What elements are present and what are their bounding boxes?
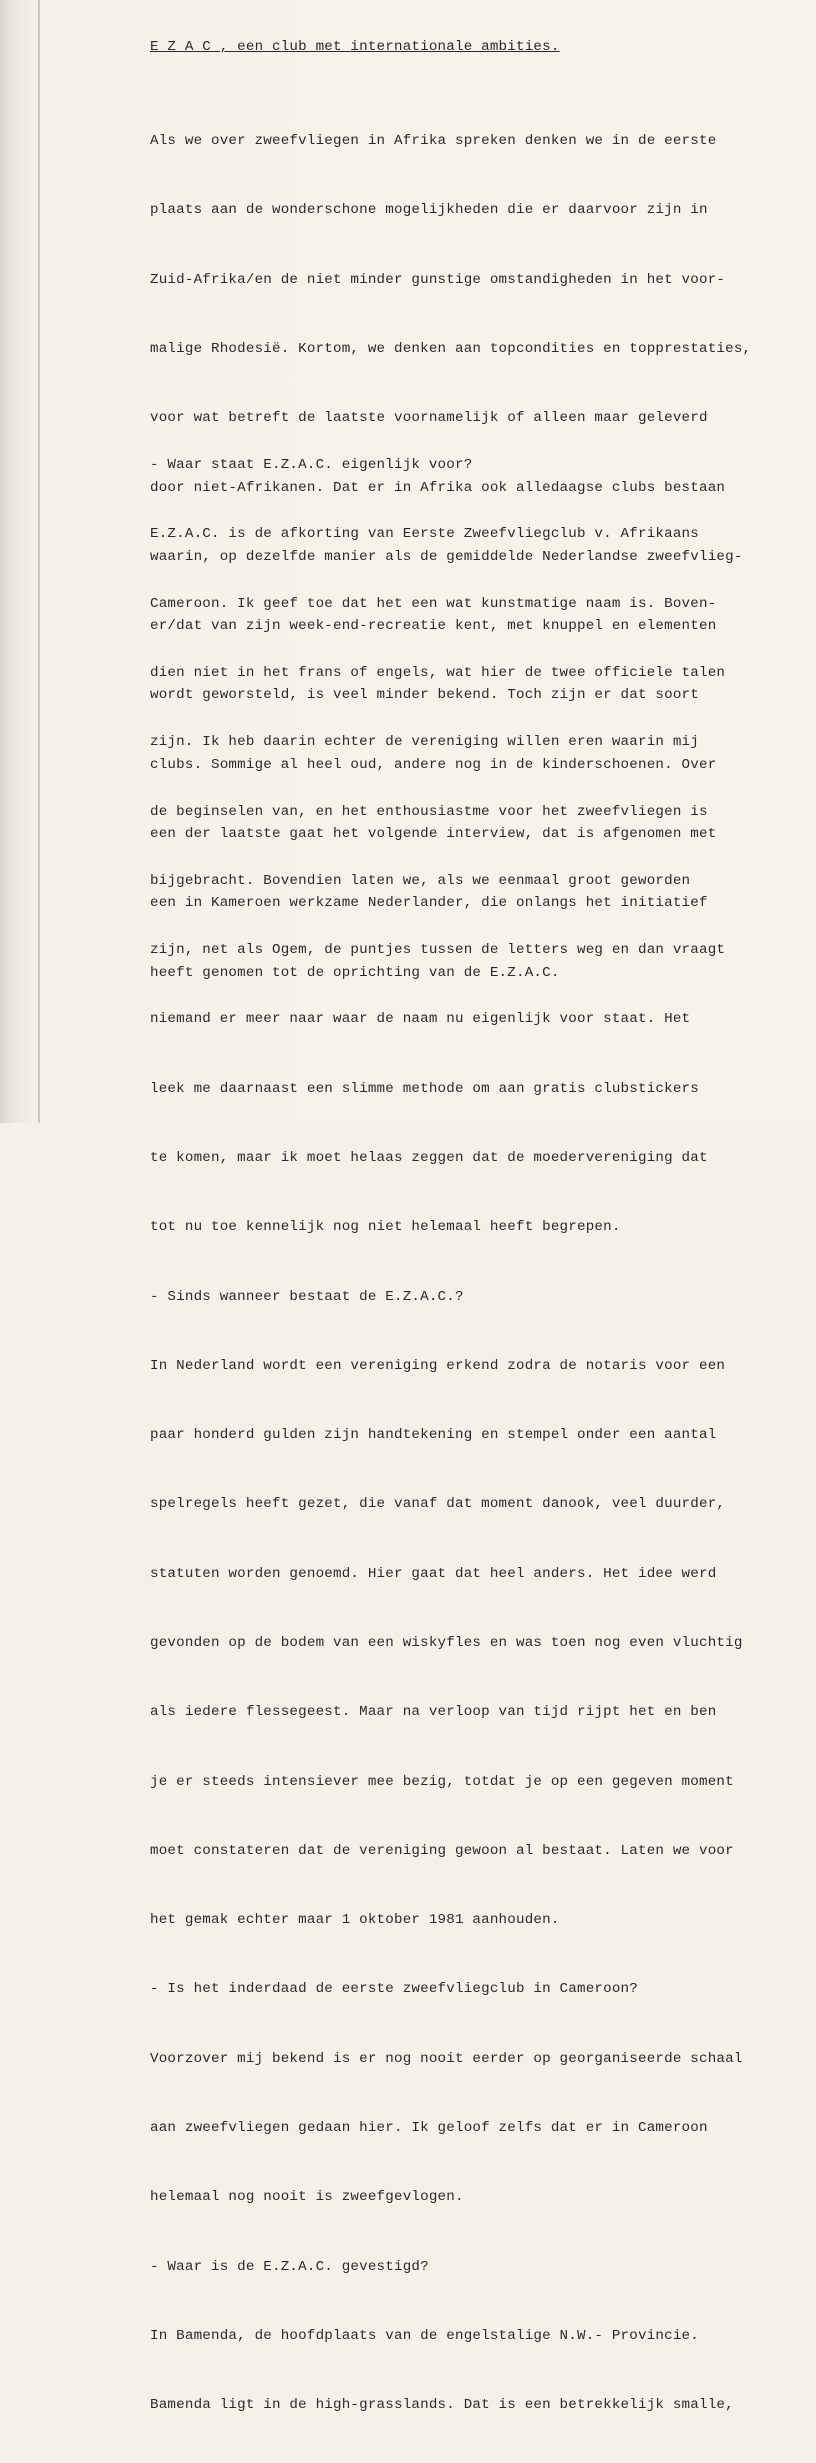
text-line: Bamenda ligt in de high-grasslands. Dat is een betrekkelijk smalle, bbox=[150, 2397, 734, 2414]
text-line: zijn. Ik heb daarin echter de vereniging willen eren waarin mij bbox=[150, 734, 699, 751]
text-line: tot nu toe kennelijk nog niet helemaal heeft begrepen. bbox=[150, 1219, 621, 1236]
text-line: wordt geworsteld, is veel minder bekend. Toch zijn er dat soort bbox=[150, 687, 699, 704]
text-line: Zuid-Afrika/en de niet minder gunstige omstandigheden in het voor- bbox=[150, 271, 726, 288]
text-line: gevonden op de bodem van een wiskyfles en was toen nog even vluchtig bbox=[150, 1634, 743, 1651]
text-line: zijn, net als Ogem, de puntjes tussen de letters weg en dan vraagt bbox=[150, 942, 726, 959]
text-line: leek me daarnaast een slimme methode om aan gratis clubstickers bbox=[150, 1080, 699, 1097]
text-line: er/dat van zijn week-end-recreatie kent, met knuppel en elementen bbox=[150, 618, 717, 635]
text-line: je er steeds intensiever mee bezig, totdat je op een gegeven moment bbox=[150, 1773, 734, 1790]
text-line: moet constateren dat de vereniging gewoon al bestaat. Laten we voor bbox=[150, 1842, 734, 1859]
text-line: waarin, op dezelfde manier als de gemiddelde Nederlandse zweefvlieg- bbox=[150, 548, 743, 565]
text-line: Cameroon. Ik geef toe dat het een wat kunstmatige naam is. Boven- bbox=[150, 595, 717, 612]
text-line: niemand er meer naar waar de naam nu eigenlijk voor staat. Het bbox=[150, 1011, 691, 1028]
question-line: - Sinds wanneer bestaat de E.Z.A.C.? bbox=[150, 1288, 464, 1305]
text-line: als iedere flessegeest. Maar na verloop van tijd rijpt het en ben bbox=[150, 1704, 717, 1721]
text-line: Voorzover mij bekend is er nog nooit eerder op georganiseerde schaal bbox=[150, 2050, 743, 2067]
document-title: E Z A C , een club met internationale ambities. bbox=[150, 39, 560, 55]
text-line: plaats aan de wonderschone mogelijkheden die er daarvoor zijn in bbox=[150, 202, 708, 219]
text-line: statuten worden genoemd. Hier gaat dat heel anders. Het idee werd bbox=[150, 1565, 717, 1582]
text-line: door niet-Afrikanen. Dat er in Afrika ook alledaagse clubs bestaan bbox=[150, 479, 726, 496]
text-line: het gemak echter maar 1 oktober 1981 aanhouden. bbox=[150, 1912, 560, 1929]
text-line: bijgebracht. Bovendien laten we, als we eenmaal groot geworden bbox=[150, 872, 691, 889]
text-line: dien niet in het frans of engels, wat hier de twee officiele talen bbox=[150, 665, 726, 682]
text-line: de beginselen van, en het enthousiastme voor het zweefvliegen is bbox=[150, 803, 708, 820]
text-line: Als we over zweefvliegen in Afrika spreken denken we in de eerste bbox=[150, 133, 717, 150]
page-fold bbox=[38, 0, 40, 1123]
text-line: een der laatste gaat het volgende interview, dat is afgenomen met bbox=[150, 826, 717, 842]
question-line: - Waar staat E.Z.A.C. eigenlijk voor? bbox=[150, 457, 473, 474]
text-line: helemaal nog nooit is zweefgevlogen. bbox=[150, 2189, 464, 2206]
text-line: voor wat betreft de laatste voornamelijk of alleen maar geleverd bbox=[150, 410, 708, 427]
question-line: - Waar is de E.Z.A.C. gevestigd? bbox=[150, 2258, 429, 2275]
text-line: te komen, maar ik moet helaas zeggen dat de moedervereniging dat bbox=[150, 1150, 708, 1166]
text-line: een in Kameroen werkzame Nederlander, die onlangs het initiatief bbox=[150, 895, 708, 912]
text-line: E.Z.A.C. is de afkorting van Eerste Zweefvliegclub v. Afrikaans bbox=[150, 526, 699, 543]
text-line: spelregels heeft gezet, die vanaf dat moment danook, veel duurder, bbox=[150, 1496, 726, 1513]
text-line: In Bamenda, de hoofdplaats van de engelstalige N.W.- Provincie. bbox=[150, 2327, 699, 2344]
text-line: aan zweefvliegen gedaan hier. Ik geloof zelfs dat er in Cameroon bbox=[150, 2119, 708, 2136]
text-line: In Nederland wordt een vereniging erkend zodra de notaris voor een bbox=[150, 1357, 726, 1374]
interview-body bbox=[150, 408, 750, 2463]
text-line: heeft genomen tot de oprichting van de E.Z.A.C. bbox=[150, 964, 560, 981]
text-line: paar honderd gulden zijn handtekening en stempel onder een aantal bbox=[150, 1427, 717, 1444]
text-line: clubs. Sommige al heel oud, andere nog in de kinderschoenen. Over bbox=[150, 756, 717, 773]
question-line: - Is het inderdaad de eerste zweefvliegclub in Cameroon? bbox=[150, 1981, 638, 1998]
text-line: malige Rhodesië. Kortom, we denken aan topcondities en topprestaties, bbox=[150, 341, 752, 358]
